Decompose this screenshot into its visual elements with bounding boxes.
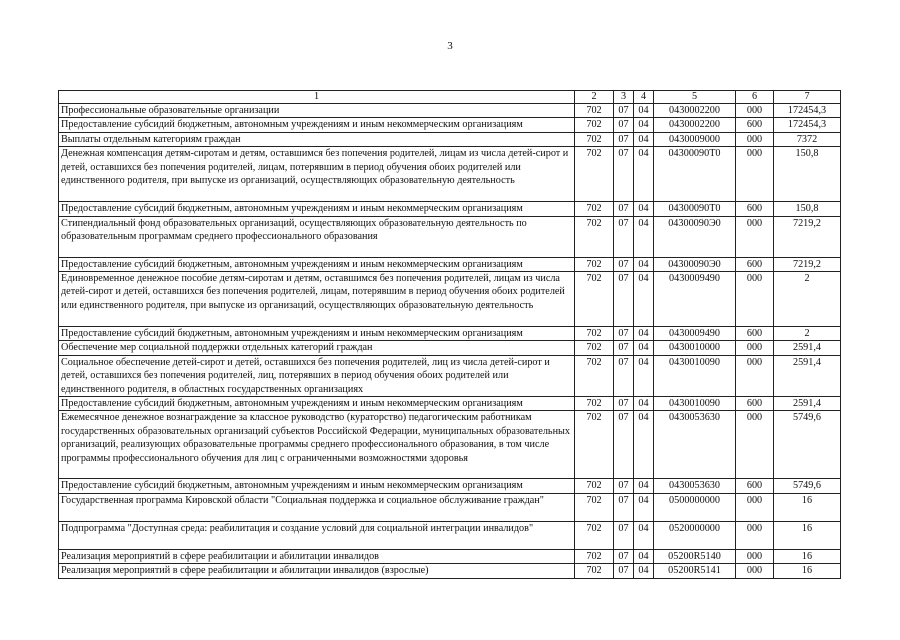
amount-cell: 172454,3 [774,118,841,132]
expense-type-cell: 600 [736,479,774,493]
section-cell: 07 [614,327,634,341]
target-code-cell: 0430009490 [654,272,736,327]
expense-type-cell: 000 [736,355,774,396]
code-cell: 702 [575,147,614,202]
table-row [59,355,841,396]
column-header: 3 [614,91,634,104]
section-cell: 07 [614,521,634,549]
table-row [59,202,841,216]
code-cell: 702 [575,521,614,549]
section-cell: 07 [614,202,634,216]
amount-cell: 5749,6 [774,479,841,493]
subsection-cell: 04 [634,493,654,521]
target-code-cell: 0430053630 [654,411,736,479]
subsection-cell: 04 [634,118,654,132]
expense-type-cell: 000 [736,341,774,355]
section-cell: 07 [614,411,634,479]
amount-cell: 7219,2 [774,216,841,257]
table-row [59,104,841,118]
section-cell: 07 [614,216,634,257]
column-header: 2 [575,91,614,104]
table-row [59,397,841,411]
subsection-cell: 04 [634,104,654,118]
code-cell: 702 [575,493,614,521]
table-row [59,118,841,132]
row-name-cell: Государственная программа Кировской области "Социальная поддержка и социальное обслуживание граждан" [59,493,575,521]
section-cell: 07 [614,493,634,521]
expense-type-cell: 600 [736,327,774,341]
column-header: 6 [736,91,774,104]
subsection-cell: 04 [634,132,654,146]
table-row [59,132,841,146]
expense-type-cell: 000 [736,549,774,563]
table-row [59,341,841,355]
amount-cell: 7372 [774,132,841,146]
target-code-cell: 0500000000 [654,493,736,521]
row-name-cell: Предоставление субсидий бюджетным, автономным учреждениям и иным некоммерческим организациям [59,327,575,341]
target-code-cell: 0430053630 [654,479,736,493]
amount-cell: 2591,4 [774,341,841,355]
expense-type-cell: 000 [736,216,774,257]
target-code-cell: 0430010000 [654,341,736,355]
amount-cell: 150,8 [774,202,841,216]
target-code-cell: 04300090Э0 [654,216,736,257]
row-name-cell: Предоставление субсидий бюджетным, автономным учреждениям и иным некоммерческим организациям [59,202,575,216]
section-cell: 07 [614,272,634,327]
expense-type-cell: 000 [736,521,774,549]
subsection-cell: 04 [634,549,654,563]
table-row [59,272,841,327]
expense-type-cell: 600 [736,118,774,132]
table-row [59,479,841,493]
row-name-cell: Ежемесячное денежное вознаграждение за классное руководство (кураторство) педагогическим работникам государственных образовательных организаций субъектов Российской Федерации, муниципальных образовательных организаций, реализующих образовательные программы среднего профессионального образования, в том числе программы профессионального обучения для лиц с ограниченными возможностями здоровья [59,411,575,479]
code-cell: 702 [575,397,614,411]
amount-cell: 2 [774,272,841,327]
section-cell: 07 [614,257,634,271]
target-code-cell: 0430009490 [654,327,736,341]
row-name-cell: Обеспечение мер социальной поддержки отдельных категорий граждан [59,341,575,355]
expense-type-cell: 000 [736,411,774,479]
target-code-cell: 04300090Э0 [654,257,736,271]
target-code-cell: 05200R5140 [654,549,736,563]
column-header: 1 [59,91,575,104]
section-cell: 07 [614,132,634,146]
code-cell: 702 [575,104,614,118]
row-name-cell: Предоставление субсидий бюджетным, автономным учреждениям и иным некоммерческим организациям [59,118,575,132]
row-name-cell: Реализация мероприятий в сфере реабилитации и абилитации инвалидов [59,549,575,563]
subsection-cell: 04 [634,147,654,202]
row-name-cell: Выплаты отдельным категориям граждан [59,132,575,146]
amount-cell: 16 [774,549,841,563]
code-cell: 702 [575,411,614,479]
expense-type-cell: 000 [736,272,774,327]
amount-cell: 172454,3 [774,104,841,118]
row-name-cell: Социальное обеспечение детей-сирот и детей, оставшихся без попечения родителей, лиц из числа детей-сирот и детей, оставшихся без попечения родителей, лиц, потерявших в период обучения обоих родителей или единственного родителя, в областных государственных организациях [59,355,575,396]
target-code-cell: 0430002200 [654,104,736,118]
section-cell: 07 [614,549,634,563]
expense-type-cell: 600 [736,202,774,216]
section-cell: 07 [614,104,634,118]
row-name-cell: Предоставление субсидий бюджетным, автономным учреждениям и иным некоммерческим организациям [59,257,575,271]
expense-type-cell: 000 [736,564,774,578]
amount-cell: 150,8 [774,147,841,202]
code-cell: 702 [575,118,614,132]
amount-cell: 16 [774,521,841,549]
row-name-cell: Предоставление субсидий бюджетным, автономным учреждениям и иным некоммерческим организациям [59,397,575,411]
row-name-cell: Стипендиальный фонд образовательных организаций, осуществляющих образовательную деятельность по образовательным программам среднего профессионального образования [59,216,575,257]
expense-type-cell: 000 [736,147,774,202]
row-name-cell: Профессиональные образовательные организации [59,104,575,118]
section-cell: 07 [614,147,634,202]
column-header: 7 [774,91,841,104]
table-row [59,327,841,341]
page-number: 3 [447,40,453,52]
amount-cell: 5749,6 [774,411,841,479]
code-cell: 702 [575,327,614,341]
target-code-cell: 0520000000 [654,521,736,549]
row-name-cell: Единовременное денежное пособие детям-сиротам и детям, оставшимся без попечения родителей, лицам из числа детей-сирот и детей, оставшихся без попечения родителей, лицам, потерявшим в период обучения обоих родителей или единственного родителя, при выпуске из организаций, осуществляющих образовательную деятельность [59,272,575,327]
subsection-cell: 04 [634,397,654,411]
amount-cell: 16 [774,493,841,521]
section-cell: 07 [614,564,634,578]
expense-type-cell: 600 [736,257,774,271]
row-name-cell: Подпрограмма "Доступная среда: реабилитация и создание условий для социальной интеграции инвалидов" [59,521,575,549]
subsection-cell: 04 [634,327,654,341]
row-name-cell: Денежная компенсация детям-сиротам и детям, оставшимся без попечения родителей, лицам из числа детей-сирот и детей, оставшихся без попечения родителей, лицам, потерявшим в период обучения обоих родителей или единственного родителя, при выпуске из организаций, осуществляющих образовательную деятельность [59,147,575,202]
code-cell: 702 [575,216,614,257]
subsection-cell: 04 [634,202,654,216]
subsection-cell: 04 [634,479,654,493]
amount-cell: 7219,2 [774,257,841,271]
code-cell: 702 [575,564,614,578]
row-name-cell: Предоставление субсидий бюджетным, автономным учреждениям и иным некоммерческим организациям [59,479,575,493]
column-header: 5 [654,91,736,104]
code-cell: 702 [575,549,614,563]
expense-type-cell: 000 [736,493,774,521]
section-cell: 07 [614,397,634,411]
target-code-cell: 0430010090 [654,397,736,411]
amount-cell: 16 [774,564,841,578]
amount-cell: 2 [774,327,841,341]
table-row [59,564,841,578]
section-cell: 07 [614,118,634,132]
table-header-row [59,91,841,104]
target-code-cell: 05200R5141 [654,564,736,578]
code-cell: 702 [575,257,614,271]
section-cell: 07 [614,341,634,355]
table-row [59,493,841,521]
amount-cell: 2591,4 [774,397,841,411]
subsection-cell: 04 [634,411,654,479]
code-cell: 702 [575,479,614,493]
table-row [59,521,841,549]
expense-type-cell: 000 [736,104,774,118]
subsection-cell: 04 [634,216,654,257]
table-row [59,549,841,563]
code-cell: 702 [575,272,614,327]
subsection-cell: 04 [634,521,654,549]
table-row [59,257,841,271]
code-cell: 702 [575,132,614,146]
target-code-cell: 0430009000 [654,132,736,146]
target-code-cell: 04300090Т0 [654,202,736,216]
budget-table [58,90,841,579]
section-cell: 07 [614,479,634,493]
target-code-cell: 0430002200 [654,118,736,132]
expense-type-cell: 000 [736,132,774,146]
subsection-cell: 04 [634,564,654,578]
row-name-cell: Реализация мероприятий в сфере реабилитации и абилитации инвалидов (взрослые) [59,564,575,578]
subsection-cell: 04 [634,272,654,327]
table-row [59,147,841,202]
subsection-cell: 04 [634,257,654,271]
subsection-cell: 04 [634,341,654,355]
code-cell: 702 [575,341,614,355]
target-code-cell: 04300090Т0 [654,147,736,202]
code-cell: 702 [575,355,614,396]
table-row [59,216,841,257]
table-row [59,411,841,479]
section-cell: 07 [614,355,634,396]
subsection-cell: 04 [634,355,654,396]
target-code-cell: 0430010090 [654,355,736,396]
code-cell: 702 [575,202,614,216]
expense-type-cell: 600 [736,397,774,411]
amount-cell: 2591,4 [774,355,841,396]
column-header: 4 [634,91,654,104]
